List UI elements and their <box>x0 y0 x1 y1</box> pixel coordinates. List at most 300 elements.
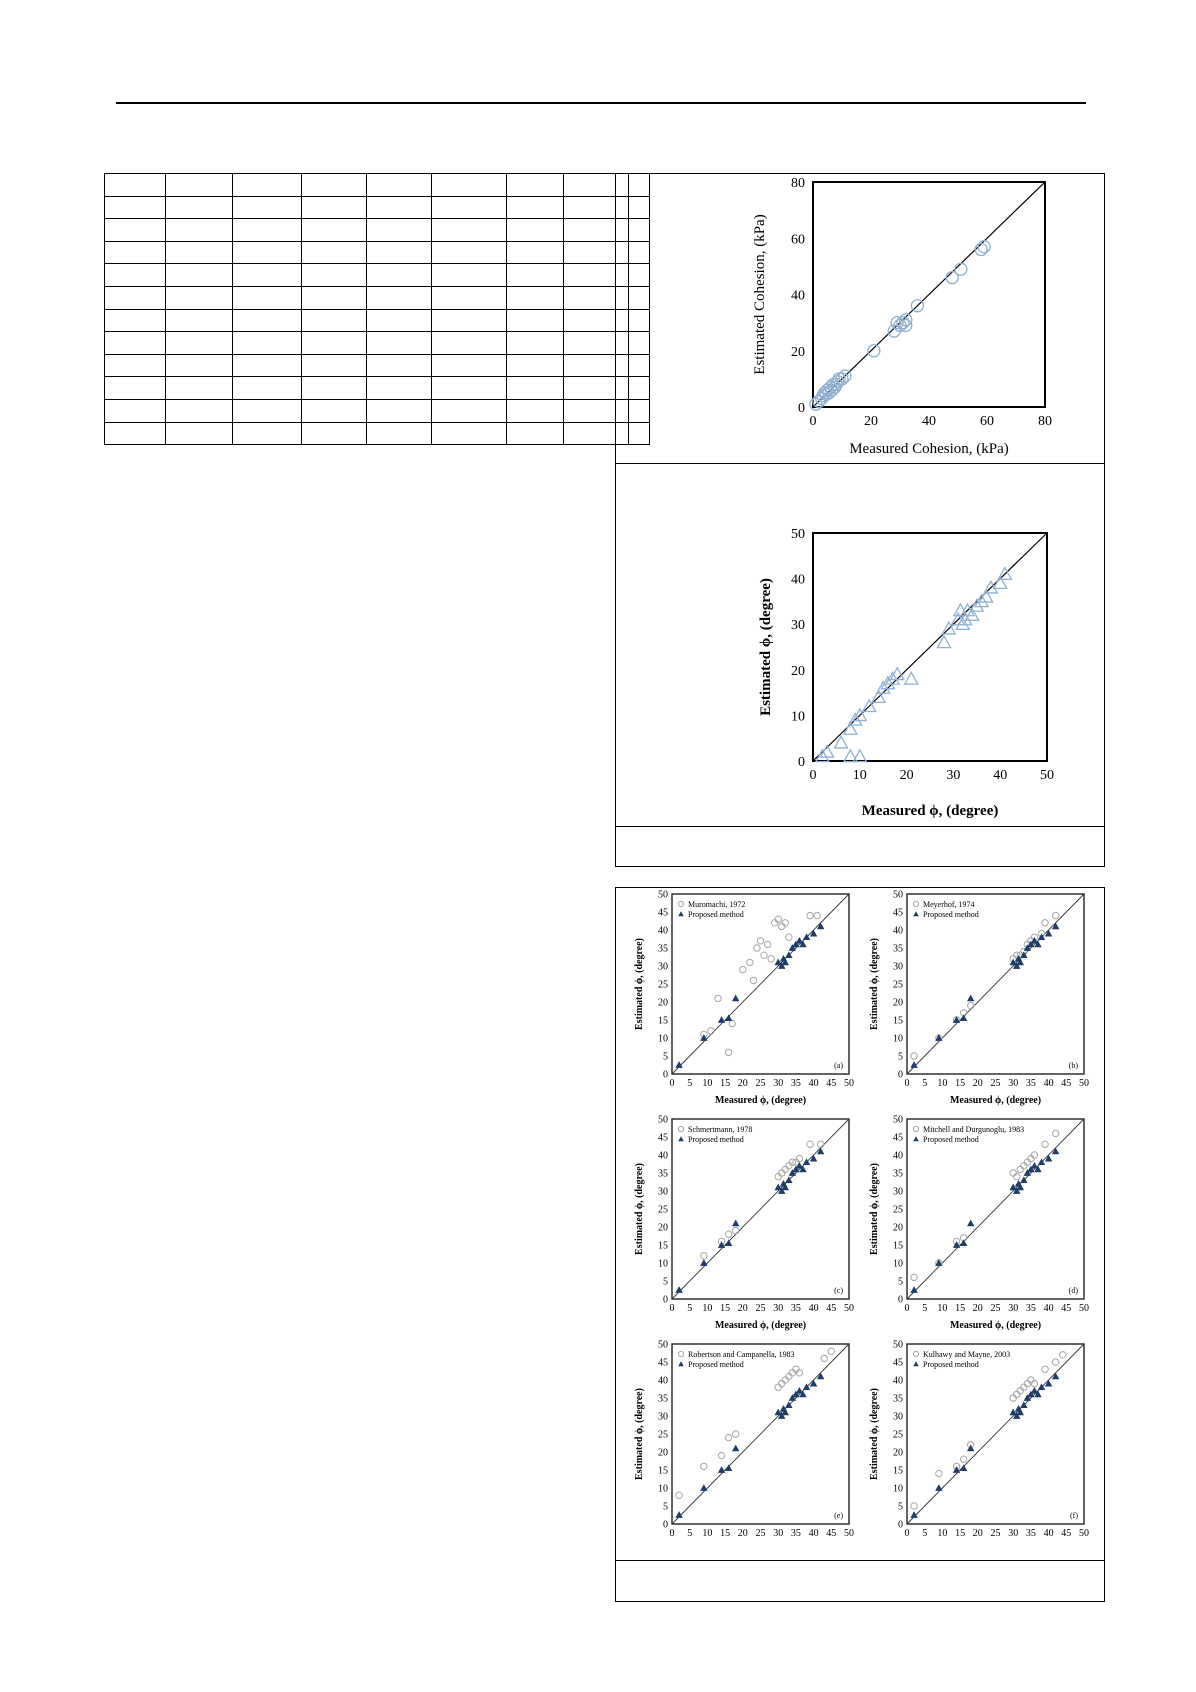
legend-label: Proposed method <box>923 910 979 919</box>
table-cell <box>105 219 166 242</box>
table-cell <box>507 332 564 355</box>
y-tick-label: 80 <box>791 178 805 191</box>
table-cell <box>302 286 367 309</box>
data-point <box>715 995 721 1001</box>
data-point <box>828 1348 834 1354</box>
data-point <box>796 1370 802 1376</box>
x-tick-label: 5 <box>922 1528 928 1539</box>
legend-label: Proposed method <box>923 1360 979 1369</box>
data-point <box>1031 1163 1037 1169</box>
data-point <box>1014 1391 1020 1397</box>
data-point <box>968 1445 974 1451</box>
table-cell <box>302 219 367 242</box>
x-tick-label: 35 <box>1025 1528 1036 1539</box>
table-cell <box>507 399 564 422</box>
y-tick-label: 0 <box>798 401 805 416</box>
table-cell <box>367 377 432 400</box>
table-cell <box>302 241 367 264</box>
legend-marker-circle <box>913 1126 918 1131</box>
x-tick-label: 30 <box>1008 1528 1019 1539</box>
legend-marker-triangle <box>678 911 684 916</box>
y-tick-label: 35 <box>893 1393 903 1405</box>
table-cell <box>302 399 367 422</box>
y-tick-label: 50 <box>658 1115 668 1126</box>
x-tick-label: 45 <box>1061 1528 1072 1539</box>
x-tick-label: 15 <box>720 1078 731 1089</box>
data-point <box>953 1467 959 1473</box>
x-tick-label: 5 <box>922 1078 928 1089</box>
table-cell <box>432 354 507 377</box>
one-to-one-line <box>672 1344 849 1524</box>
table-cell <box>105 377 166 400</box>
data-point <box>968 995 974 1001</box>
y-tick-label: 0 <box>663 1069 668 1081</box>
y-tick-label: 40 <box>893 1375 903 1387</box>
data-point <box>782 920 788 926</box>
table-cell <box>166 174 233 197</box>
x-tick-label: 0 <box>669 1303 675 1314</box>
table-cell <box>367 264 432 287</box>
data-point <box>1021 1163 1027 1169</box>
x-tick-label: 80 <box>1038 414 1052 429</box>
x-tick-label: 45 <box>826 1303 837 1314</box>
data-point <box>701 1485 707 1491</box>
x-tick-label: 35 <box>790 1078 801 1089</box>
y-tick-label: 25 <box>658 1429 668 1441</box>
x-tick-label: 10 <box>937 1078 948 1089</box>
table-row <box>105 241 650 264</box>
data-point <box>1052 912 1058 918</box>
table-cell <box>166 332 233 355</box>
y-tick-label: 35 <box>658 943 668 955</box>
x-tick-label: 50 <box>844 1078 854 1089</box>
data-point <box>807 912 813 918</box>
table-cell <box>507 286 564 309</box>
x-tick-label: 50 <box>1079 1303 1089 1314</box>
table-cell <box>432 399 507 422</box>
x-tick-label: 50 <box>1040 768 1054 783</box>
table-cell <box>507 309 564 332</box>
data-point <box>747 959 753 965</box>
panel-label: (d) <box>1068 1286 1078 1295</box>
y-tick-label: 15 <box>893 1015 903 1027</box>
chart-panel-a <box>630 890 865 1115</box>
y-tick-label: 50 <box>658 890 668 901</box>
x-tick-label: 60 <box>980 414 994 429</box>
table-cell <box>367 399 432 422</box>
legend-marker-triangle <box>913 1361 919 1366</box>
y-tick-label: 20 <box>658 997 668 1009</box>
data-point <box>1045 930 1051 936</box>
data-point <box>786 934 792 940</box>
table-row <box>105 219 650 242</box>
legend-label: Mitchell and Durgunoglu, 1983 <box>923 1125 1025 1134</box>
x-tick-label: 10 <box>702 1078 713 1089</box>
table-cell <box>233 399 302 422</box>
y-tick-label: 20 <box>893 997 903 1009</box>
data-point <box>764 941 770 947</box>
data-point <box>1045 1155 1051 1161</box>
y-tick-label: 15 <box>658 1465 668 1477</box>
table-cell <box>166 354 233 377</box>
data-point <box>796 1155 802 1161</box>
x-tick-label: 25 <box>755 1528 766 1539</box>
y-tick-label: 25 <box>658 1204 668 1216</box>
data-point <box>810 930 816 936</box>
y-tick-label: 10 <box>658 1033 668 1045</box>
x-tick-label: 25 <box>990 1078 1001 1089</box>
x-axis-title: Measured Cohesion, (kPa) <box>849 441 1009 457</box>
x-tick-label: 35 <box>1025 1303 1036 1314</box>
data-point <box>1010 1409 1016 1415</box>
data-point <box>796 1388 802 1394</box>
data-point <box>978 241 990 253</box>
data-point <box>1042 1141 1048 1147</box>
y-tick-label: 0 <box>798 755 805 770</box>
data-point <box>1031 1380 1037 1386</box>
data-point <box>936 1470 942 1476</box>
y-tick-label: 20 <box>893 1447 903 1459</box>
legend-marker-circle <box>678 1351 683 1356</box>
x-tick-label: 10 <box>702 1528 713 1539</box>
table-cell <box>432 264 507 287</box>
y-tick-label: 5 <box>898 1501 903 1513</box>
y-tick-label: 30 <box>893 1411 903 1423</box>
data-point <box>1028 1155 1034 1161</box>
y-tick-label: 0 <box>898 1069 903 1081</box>
table-cell <box>507 422 564 445</box>
x-tick-label: 20 <box>737 1303 748 1314</box>
chart-cohesion <box>700 178 1100 458</box>
table-cell <box>367 332 432 355</box>
data-point <box>960 1015 966 1021</box>
x-tick-label: 0 <box>904 1078 910 1089</box>
x-tick-label: 45 <box>826 1528 837 1539</box>
table-cell <box>367 354 432 377</box>
x-tick-label: 0 <box>809 414 817 429</box>
y-tick-label: 45 <box>893 1357 903 1369</box>
table-cell <box>233 241 302 264</box>
data-point <box>960 1456 966 1462</box>
y-axis-title: Estimated ϕ, (degree) <box>634 1388 645 1480</box>
y-tick-label: 35 <box>893 943 903 955</box>
data-point <box>1045 1380 1051 1386</box>
chart-panel-d <box>865 1115 1100 1340</box>
data-point <box>817 1373 823 1379</box>
data-point <box>733 1445 739 1451</box>
table-row <box>105 264 650 287</box>
data-point <box>775 959 781 965</box>
x-tick-label: 5 <box>687 1303 693 1314</box>
data-point <box>1028 1377 1034 1383</box>
data-point <box>768 956 774 962</box>
table-cell <box>432 332 507 355</box>
y-tick-label: 0 <box>663 1519 668 1531</box>
legend-marker-triangle <box>913 911 919 916</box>
data-point <box>775 916 781 922</box>
table-cell <box>105 264 166 287</box>
chart-panel-b <box>865 890 1100 1115</box>
data-point <box>779 923 785 929</box>
y-tick-label: 20 <box>658 1447 668 1459</box>
data-point <box>771 920 777 926</box>
legend-label: Meyerhof, 1974 <box>923 900 975 909</box>
x-tick-label: 5 <box>687 1078 693 1089</box>
y-tick-label: 50 <box>893 1115 903 1126</box>
chart-panel-c <box>630 1115 865 1340</box>
y-tick-label: 5 <box>663 1276 668 1288</box>
table-cell <box>302 196 367 219</box>
table-row <box>105 399 650 422</box>
table-cell <box>367 241 432 264</box>
legend-label: Robertson and Campanella, 1983 <box>688 1350 795 1359</box>
table-cell <box>233 286 302 309</box>
y-tick-label: 40 <box>893 925 903 937</box>
table-cell <box>302 354 367 377</box>
table-row <box>105 196 650 219</box>
legend-marker-circle <box>913 1351 918 1356</box>
data-point <box>1031 1388 1037 1394</box>
y-tick-label: 45 <box>893 907 903 919</box>
legend-label: Schmertmann, 1978 <box>688 1125 753 1134</box>
table-cell <box>507 241 564 264</box>
panel-label: (b) <box>1068 1061 1078 1070</box>
table-cell <box>105 309 166 332</box>
table-cell <box>302 264 367 287</box>
x-tick-label: 15 <box>955 1078 966 1089</box>
legend-marker-triangle <box>913 1136 919 1141</box>
data-point <box>1052 1359 1058 1365</box>
data-point <box>807 1141 813 1147</box>
x-tick-label: 40 <box>1043 1528 1054 1539</box>
x-tick-label: 20 <box>864 414 878 429</box>
x-tick-label: 10 <box>702 1303 713 1314</box>
table-cell <box>233 264 302 287</box>
data-point <box>975 244 987 256</box>
table-cell <box>233 309 302 332</box>
table-cell <box>166 219 233 242</box>
data-point <box>953 1242 959 1248</box>
data-point <box>725 1465 731 1471</box>
y-axis-title: Estimated ϕ, (degree) <box>634 1163 645 1255</box>
y-tick-label: 40 <box>658 1150 668 1162</box>
data-point <box>1024 1380 1030 1386</box>
data-point <box>817 1148 823 1154</box>
table-cell <box>432 241 507 264</box>
x-tick-label: 40 <box>808 1528 819 1539</box>
x-tick-label: 50 <box>844 1528 854 1539</box>
table-cell <box>302 174 367 197</box>
data-point <box>782 1377 788 1383</box>
y-tick-label: 50 <box>893 890 903 901</box>
table-cell <box>507 377 564 400</box>
x-axis-title: Measured ϕ, (degree) <box>714 1320 807 1331</box>
x-tick-label: 45 <box>826 1078 837 1089</box>
y-tick-label: 10 <box>658 1258 668 1270</box>
table-cell <box>367 174 432 197</box>
one-to-one-line <box>672 894 849 1074</box>
data-point <box>701 1035 707 1041</box>
x-tick-label: 20 <box>972 1528 983 1539</box>
y-tick-label: 35 <box>658 1168 668 1180</box>
table-cell <box>302 377 367 400</box>
data-point <box>729 1020 735 1026</box>
data-point <box>817 1141 823 1147</box>
y-tick-label: 20 <box>791 663 805 679</box>
data-point <box>725 1015 731 1021</box>
y-tick-label: 30 <box>791 618 805 634</box>
data-point <box>810 1155 816 1161</box>
data-point <box>718 1467 724 1473</box>
y-tick-label: 15 <box>658 1240 668 1252</box>
data-point <box>757 938 763 944</box>
data-point <box>1021 1384 1027 1390</box>
table-row <box>105 354 650 377</box>
data-point <box>936 1485 942 1491</box>
table-cell <box>432 174 507 197</box>
x-tick-label: 5 <box>687 1528 693 1539</box>
data-point <box>1042 920 1048 926</box>
y-tick-label: 15 <box>658 1015 668 1027</box>
data-point <box>1010 1395 1016 1401</box>
legend-marker-circle <box>678 901 683 906</box>
x-tick-label: 30 <box>1008 1078 1019 1089</box>
data-point <box>789 1370 795 1376</box>
legend-marker-circle <box>913 901 918 906</box>
x-axis-title: Measured ϕ, (degree) <box>949 1320 1042 1331</box>
table-cell <box>507 219 564 242</box>
y-tick-label: 25 <box>658 979 668 991</box>
data-point <box>733 1220 739 1226</box>
table-cell <box>166 264 233 287</box>
y-tick-label: 30 <box>893 961 903 973</box>
x-axis-title: Measured ϕ, (degree) <box>861 803 999 819</box>
table-cell <box>105 354 166 377</box>
table-row <box>105 422 650 445</box>
y-tick-label: 35 <box>658 1393 668 1405</box>
y-tick-label: 60 <box>791 232 805 248</box>
y-tick-label: 45 <box>658 907 668 919</box>
legend-label: Proposed method <box>688 1360 744 1369</box>
data-point <box>1052 923 1058 929</box>
x-tick-label: 0 <box>904 1303 910 1314</box>
y-tick-label: 5 <box>663 1051 668 1063</box>
one-to-one-line <box>813 182 1045 407</box>
x-tick-label: 20 <box>737 1528 748 1539</box>
x-tick-label: 30 <box>773 1528 784 1539</box>
data-point <box>754 945 760 951</box>
table-cell <box>507 196 564 219</box>
x-tick-label: 10 <box>852 768 867 783</box>
data-point <box>786 1373 792 1379</box>
data-point <box>1017 1388 1023 1394</box>
x-tick-label: 30 <box>1008 1303 1019 1314</box>
y-tick-label: 20 <box>893 1222 903 1234</box>
y-tick-label: 25 <box>893 979 903 991</box>
y-tick-label: 40 <box>893 1150 903 1162</box>
data-point <box>793 1366 799 1372</box>
data-point <box>905 672 918 684</box>
y-tick-label: 20 <box>791 344 805 360</box>
panel-label: (f) <box>1070 1511 1078 1520</box>
x-tick-label: 0 <box>809 768 817 783</box>
table-cell <box>233 354 302 377</box>
x-tick-label: 35 <box>1025 1078 1036 1089</box>
table-cell <box>105 332 166 355</box>
x-tick-label: 40 <box>1043 1303 1054 1314</box>
table-cell <box>507 354 564 377</box>
y-tick-label: 10 <box>658 1483 668 1495</box>
data-point <box>701 1463 707 1469</box>
data-point <box>733 1227 739 1233</box>
y-tick-label: 10 <box>893 1483 903 1495</box>
data-point <box>1010 1170 1016 1176</box>
data-point <box>1052 1130 1058 1136</box>
y-tick-label: 25 <box>893 1429 903 1441</box>
data-point <box>868 345 880 357</box>
data-point <box>775 1384 781 1390</box>
data-point <box>708 1028 714 1034</box>
x-tick-label: 25 <box>755 1303 766 1314</box>
y-tick-label: 30 <box>658 961 668 973</box>
data-point <box>718 1242 724 1248</box>
data-point <box>733 1431 739 1437</box>
table-cell <box>233 219 302 242</box>
y-tick-label: 50 <box>893 1340 903 1351</box>
x-tick-label: 10 <box>937 1528 948 1539</box>
y-tick-label: 30 <box>658 1411 668 1423</box>
table-cell <box>233 174 302 197</box>
table-cell <box>432 422 507 445</box>
x-tick-label: 25 <box>990 1303 1001 1314</box>
data-point <box>718 1452 724 1458</box>
table-row <box>105 309 650 332</box>
table-row <box>105 286 650 309</box>
data-point <box>779 1380 785 1386</box>
y-tick-label: 25 <box>893 1204 903 1216</box>
x-tick-label: 35 <box>790 1303 801 1314</box>
y-tick-label: 40 <box>791 572 805 588</box>
y-axis-title: Estimated ϕ, (degree) <box>869 1388 880 1480</box>
data-point <box>676 1492 682 1498</box>
table-cell <box>105 174 166 197</box>
data-point <box>968 1002 974 1008</box>
data-point <box>955 263 967 275</box>
data-point <box>725 1240 731 1246</box>
data-point <box>775 1184 781 1190</box>
y-tick-label: 40 <box>791 288 805 304</box>
x-tick-label: 0 <box>669 1078 675 1089</box>
data-point <box>810 1380 816 1386</box>
y-tick-label: 45 <box>658 1357 668 1369</box>
y-tick-label: 20 <box>658 1222 668 1234</box>
x-tick-label: 20 <box>899 768 914 783</box>
data-point <box>733 995 739 1001</box>
y-axis-title: Estimated ϕ, (degree) <box>758 578 774 716</box>
figure-caption-box-bottom <box>615 1560 1105 1602</box>
data-point <box>814 912 820 918</box>
data-point <box>1060 1352 1066 1358</box>
x-tick-label: 25 <box>755 1078 766 1089</box>
table-cell <box>367 196 432 219</box>
table-cell <box>233 332 302 355</box>
table-cell <box>367 309 432 332</box>
data-point <box>1024 1159 1030 1165</box>
table-cell <box>105 422 166 445</box>
legend-label: Proposed method <box>923 1135 979 1144</box>
y-tick-label: 50 <box>791 527 805 542</box>
data-point <box>782 1166 788 1172</box>
